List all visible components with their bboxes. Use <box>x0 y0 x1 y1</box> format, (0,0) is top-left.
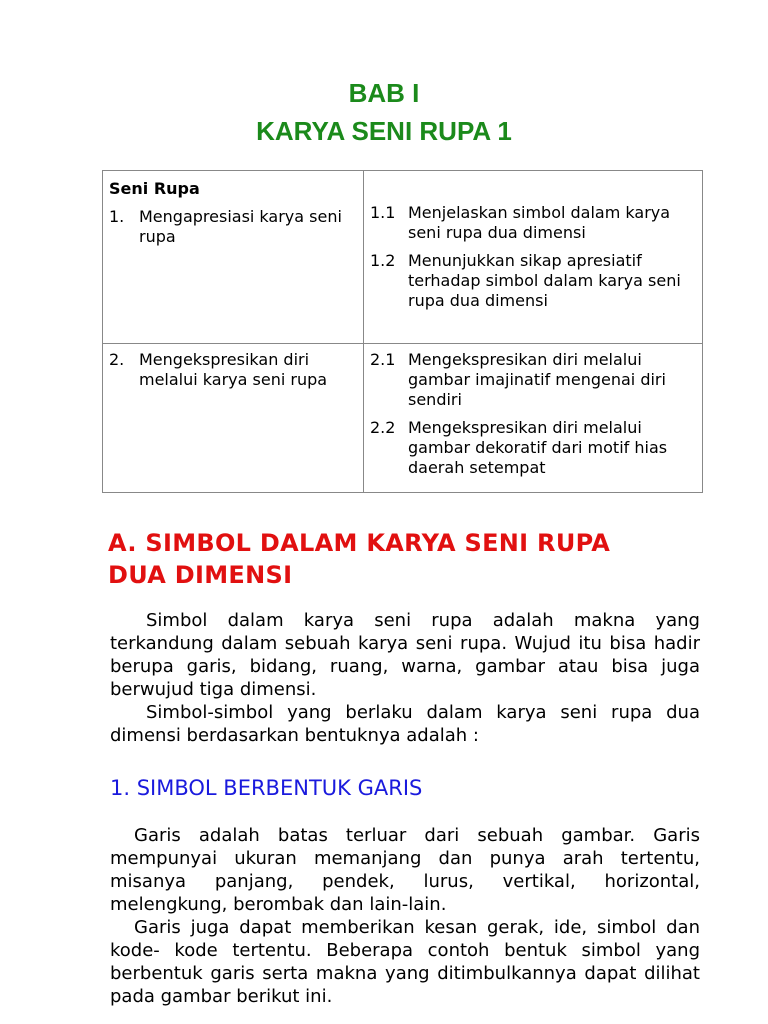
competency-text: Menjelaskan simbol dalam karya seni rupa dua dimensi <box>408 203 671 242</box>
competency-item <box>370 203 696 243</box>
competency-number: 2.1 <box>370 350 396 369</box>
standard-number: 1. <box>109 207 125 226</box>
chapter-number: BAB I <box>348 78 420 108</box>
subsection-heading: 1. SIMBOL BERBENTUK GARIS <box>110 776 423 800</box>
table-row <box>103 171 703 344</box>
competency-cell <box>364 171 703 344</box>
competency-item <box>370 251 696 311</box>
body-paragraph: Garis adalah batas terluar dari sebuah gambar. Garis mempunyai ukuran memanjang dan punya arah tertentu, misanya panjang, pendek, lurus, vertikal, horizontal, melengkung, berombak dan lain-lain. <box>110 825 700 915</box>
competency-item <box>370 350 696 410</box>
standard-item <box>109 350 357 390</box>
competency-table <box>102 170 703 493</box>
competency-text: Menunjukkan sikap apresiatif terhadap simbol dalam karya seni rupa dua dimensi <box>408 251 681 310</box>
intro-text <box>110 609 700 747</box>
competency-text: Mengekspresikan diri melalui gambar imajinatif mengenai diri sendiri <box>408 350 666 409</box>
competency-item <box>370 418 696 478</box>
competency-cell <box>364 344 703 493</box>
chapter-title: KARYA SENI RUPA 1 <box>256 116 512 146</box>
body-paragraph: Garis juga dapat memberikan kesan gerak, ide, simbol dan kode- kode tertentu. Beberapa contoh bentuk simbol yang berbentuk garis serta makna yang ditimbulkannya dapat dilihat pada gambar berikut ini. <box>110 917 700 1007</box>
intro-paragraph: Simbol-simbol yang berlaku dalam karya seni rupa dua dimensi berdasarkan bentuknya adalah : <box>110 702 700 746</box>
table-row <box>103 344 703 493</box>
intro-paragraph: Simbol dalam karya seni rupa adalah makna yang terkandung dalam sebuah karya seni rupa. Wujud itu bisa hadir berupa garis, bidang, ruang, warna, gambar atau bisa juga berwujud tiga dimensi. <box>110 610 700 700</box>
competency-text: Mengekspresikan diri melalui gambar dekoratif dari motif hias daerah setempat <box>408 418 668 477</box>
competency-number: 2.2 <box>370 418 396 437</box>
subject-header: Seni Rupa <box>109 179 200 198</box>
section-heading: A. SIMBOL DALAM KARYA SENI RUPA DUA DIMENSI <box>108 529 611 589</box>
standard-number: 2. <box>109 350 125 369</box>
body-text <box>110 824 700 1008</box>
standard-item <box>109 207 357 247</box>
competency-number: 1.2 <box>370 251 396 270</box>
standard-text: Mengekspresikan diri melalui karya seni rupa <box>139 350 328 389</box>
standard-text: Mengapresiasi karya seni rupa <box>139 207 342 246</box>
competency-number: 1.1 <box>370 203 396 222</box>
standard-cell <box>103 171 364 344</box>
standard-cell <box>103 344 364 493</box>
